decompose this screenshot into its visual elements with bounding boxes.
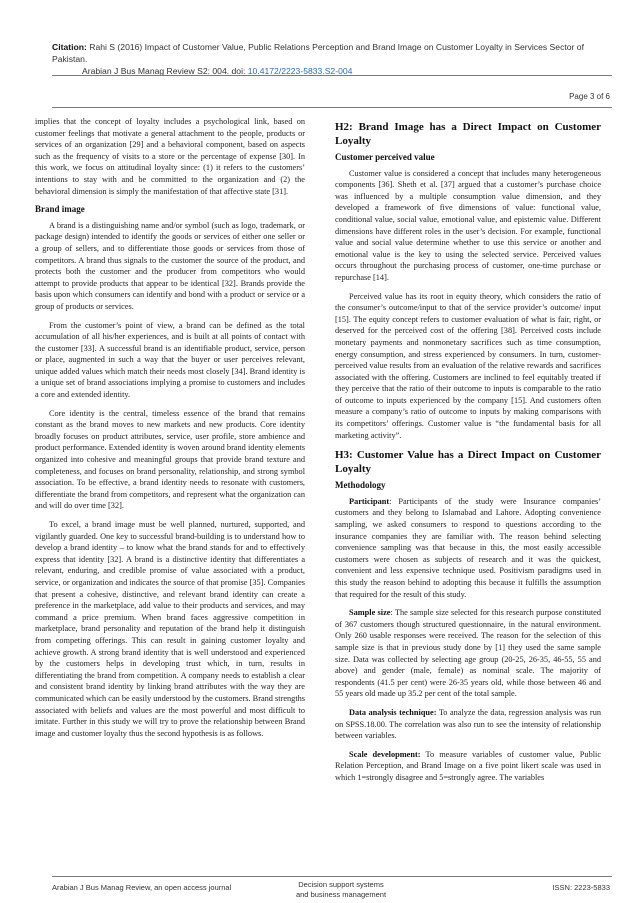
scale-development-text: To measure variables of customer value, Public Relation Perception, and Brand Image on a five point likert scale was used in which 1=strongly disagree and 5=strongly agree. The variables [335, 749, 602, 782]
scale-development-paragraph [335, 749, 601, 784]
hypothesis-2-heading: H2: Brand Image has a Direct Impact on Customer Loyalty [335, 121, 601, 147]
participant-lead: Participant [349, 496, 390, 506]
citation-journal: Arabian J Bus Manag Review S2: 004. doi: [82, 66, 246, 76]
footer-divider [52, 876, 612, 877]
left-paragraph-5: To excel, a brand image must be well planned, nurtured, supported, and vigilantly guarded. One key to successful brand-building is to understand how to develop a brand identity – to know what the brand stands for and to effectively express that identity [32]. A brand is a distinctive identity that differentiates a relevant, enduring, and credible promise of value associated with a product, service, or organization and indicates the source of that promise [35]. Companies that present a cohesive, distinctive, and relevant brand identity can create a preference in the marketplace, add value to their products and services, and may command a price premium. When brand faces aggressive competition in marketplace, brand personality and reputation of the brand help it distinguish from competing offerings. This can result in gaining customer loyalty and achieve growth. A strong brand identity that is well understood and experienced by the customers helps in developing trust which, in turn, results in differentiating the brand from competition. A company needs to establish a clear and consistent brand identity by linking brand attributes with the way they are communicated which can be easily understood by the customers. Brand strengths associated with beliefs and values are the most powerful and most difficult to imitate. Further in this study we will try to prove the relationship between Brand image and customer loyalty thus the second hypothesis is as follows. [35, 520, 305, 738]
left-paragraph-1: implies that the concept of loyalty includes a psychological link, based on customer feelings that motivate a general attachment to the people, products or services of an organization [29] and a behavioral component, based on aspects such as the frequency of visits to a store or the percentage of expense [30]. In this work, we focus on attitudinal loyalty since: (1) it refers to the customers’ intentions to stay with and be committed to the organization and (2) the behavioral dimension is simply the manifestation of that affective state [31]. [35, 117, 305, 196]
page-number: Page 3 of 6 [569, 92, 610, 101]
left-paragraph-4: Core identity is the central, timeless essence of the brand that remains constant as the brand moves to new markets and new products. Core identity broadly focuses on product attributes, service, user profile, store ambience and product performance. Extended identity is woven around brand identity elements organized into cohesive and meaningful groups that provide brand texture and completeness, and focuses on brand personality, relationship, and strong symbol association. To be effective, a brand identity needs to resonate with customers, differentiate the brand from competitors, and represent what the organization can and will do over time [32]. [35, 408, 305, 511]
page-number-divider [52, 107, 612, 108]
left-paragraph-2: A brand is a distinguishing name and/or symbol (such as logo, trademark, or package design) intended to identify the goods or services of either one seller or a group of sellers, and to differentiate those goods or services from those of competitors. A brand thus signals to the customer the source of the product, and protects both the customer and the producer from competitors who would attempt to provide products that appear to be identical [32]. Brands provide the basis upon which consumers can identify and bond with a product or service or a group of products or services. [35, 220, 305, 311]
footer-issue-line-2: and business management [295, 890, 387, 899]
participant-paragraph [335, 496, 601, 600]
citation-header [52, 41, 612, 77]
data-analysis-lead: Data analysis technique: [349, 707, 437, 717]
data-analysis-text: To analyze the data, regression analysis was run on SPSS.18.00. The correlation was also run to see the intensity of relationship between variables. [335, 707, 601, 741]
doi-link[interactable]: 10.4172/2223-5833.S2-004 [247, 66, 353, 76]
left-paragraph-3: From the customer’s point of view, a brand can be defined as the total accumulation of all his/her experiences, and is built at all points of contact with the customer [33]. A successful brand is an identifiable product, service, person or place, augmented in such a way that the buyer or user perceives relevant, unique added values which match their needs most closely [34]. Brand identity is a unique set of brand associations implying a promise to customers and includes a core and extended identity. [35, 320, 305, 400]
right-column [335, 116, 601, 791]
citation-label: Citation: [52, 42, 87, 52]
footer-journal: Arabian J Bus Manag Review, an open access journal [52, 883, 232, 892]
sample-size-paragraph [335, 607, 601, 700]
hypothesis-3-heading: H3: Customer Value has a Direct Impact on Customer Loyalty [335, 449, 601, 476]
heading-brand-image: Brand image [35, 204, 85, 215]
footer-issue-line-1: Decision support systems [298, 880, 384, 889]
data-analysis-paragraph [335, 707, 601, 742]
right-paragraph-1: Customer value is considered a concept that includes many heterogeneous components [36]. Sheth et al. [37] argued that a customer’s purchase choice was influenced by a multiple consumption value dimension, and they developed a framework of five dimensions of value: functional value, conditional value, social value, emotional value, and epistemic value. Different dimensions have different roles in the user’s decision. For example, functional value and social value determine whether to use this service or another and emotional value is the key to using the selected service. Perceived values occurs throughout the purchasing process of customer, one-time purchase or repurchase [14]. [335, 168, 601, 282]
right-paragraph-2: Perceived value has its root in equity theory, which considers the ratio of the consumer’s outcome/input to that of the service provider’s outcome/ input [15]. The equity concept refers to customer evaluation of what is fair, right, or deserved for the perceived cost of the offering [38]. Perceived costs include monetary payments and nonmonetary sacrifices such as time consumption, energy consumption, and stress experienced by consumers. In turn, customer- perceived value results from an evaluation of the relative rewards and sacrifices associated with the offering. Customers are inclined to feel equitably treated if they perceive that the ratio of their outcome to inputs is comparable to the ratio of outcome to inputs experienced by the company [15]. And customers often measure a company’s ratio of outcome to inputs by making comparisons with its competitors’ offerings. Customer value is “the fundamental basis for all marketing activity”. [335, 291, 601, 440]
footer-issn: ISSN: 2223-5833 [552, 883, 610, 892]
scale-development-lead: Scale development: [349, 749, 421, 759]
header-divider [52, 75, 612, 76]
citation-line-1: Rahi S (2016) Impact of Customer Value, Public Relations Perception and Brand Image on Customer Loyalty in Services Sector of Pakistan. [52, 42, 584, 64]
sample-size-text: : The sample size selected for this research purpose constituted of 367 customers though structured questionnaire, in the natural environment. Only 260 usable responses were received. The reason for the selection of this sample size is that in previous study done by [1] they used the same sample size. Data was collected by selecting age group (20-25, 26-35, 46-55, 55 and above) and gender (male, female) as nominal scale. The majority of respondents (41.5 per cent) were 26-35 years old, while those between 46 and 55 years old made up 35.2 per cent of the total sample. [335, 608, 602, 699]
left-column [35, 116, 305, 746]
heading-methodology: Methodology [335, 480, 386, 491]
footer-issue [286, 880, 396, 900]
heading-customer-perceived-value: Customer perceived value [335, 152, 435, 162]
participant-text: : Participants of the study were Insurance companies’ customers and they belong to Islamabad and Lahore. Adopting convenience sampling, we asked consumers to respond to questions according to the insurance companies they are familiar with. The reason behind selecting convenience sampling was that because in this, the most easily accessible customers were chosen as subjects of research and it was the quickest, convenient and less expensive technique used. Positivism paradigms used in this study the reason behind to adopting this because it fulfills the assumption that required for the result of this study. [335, 496, 601, 599]
sample-size-lead: Sample size [349, 608, 391, 618]
